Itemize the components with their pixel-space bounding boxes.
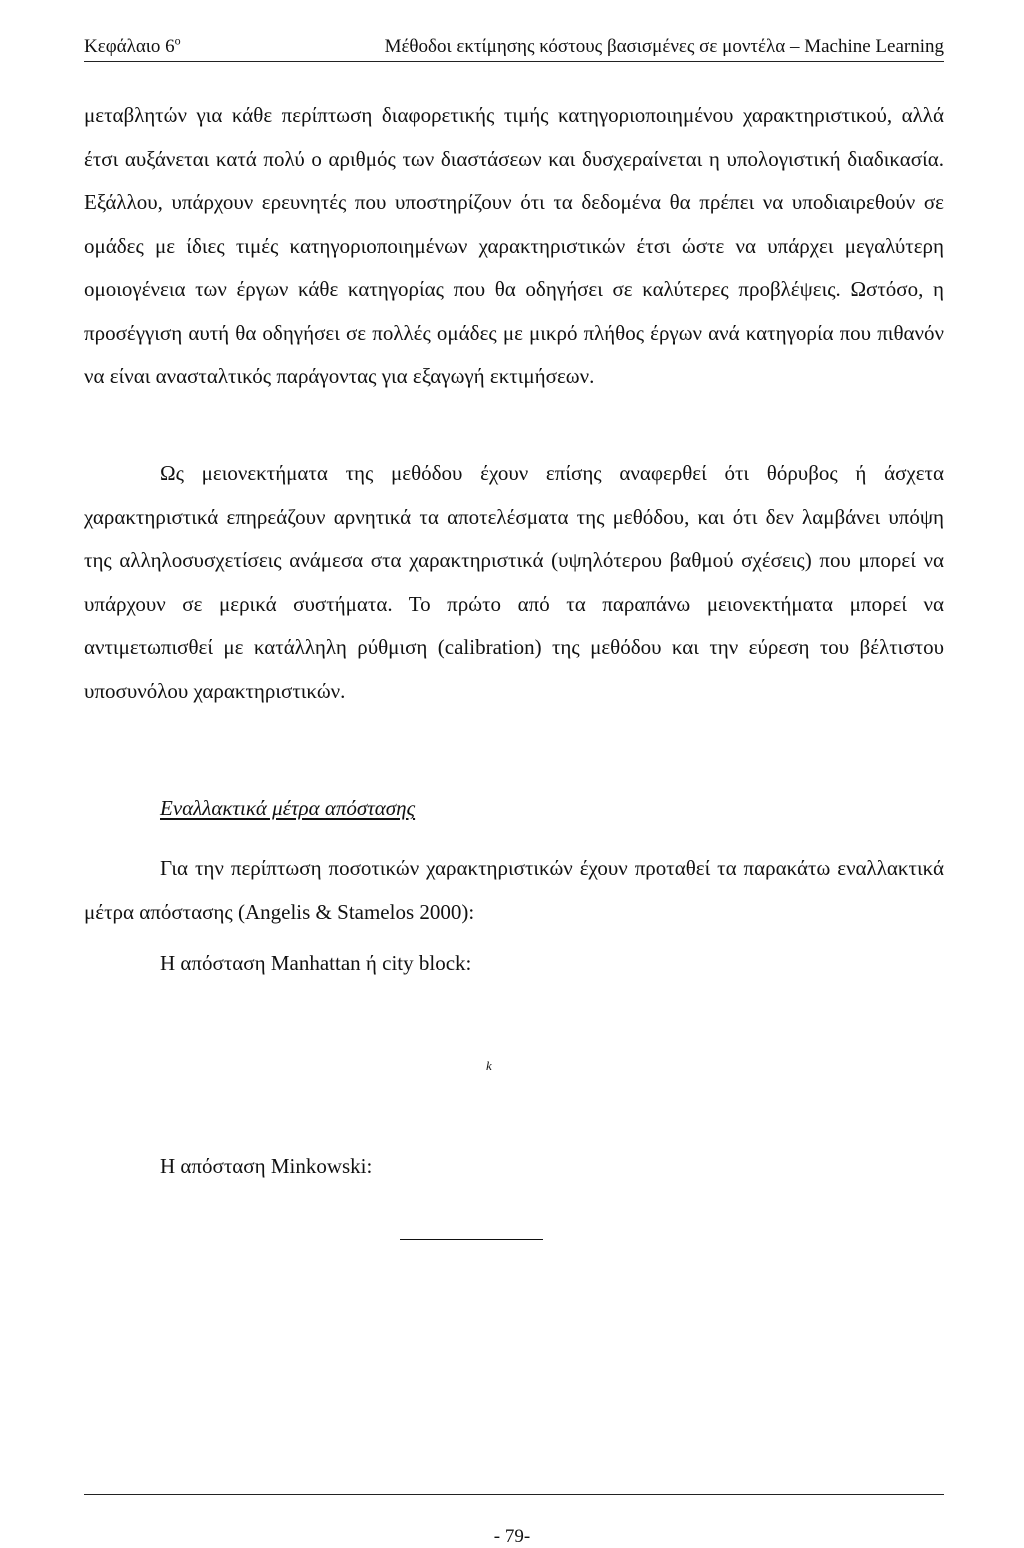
chapter-superscript: ο xyxy=(174,33,181,48)
manhattan-distance-label: Η απόσταση Manhattan ή city block: xyxy=(160,951,472,975)
formula-symbol: k xyxy=(486,1058,492,1073)
intro-paragraph: Για την περίπτωση ποσοτικών χαρακτηριστικών έχουν προταθεί τα παρακάτω εναλλακτικά μέτρα απόστασης (Angelis & Stamelos 2000): xyxy=(84,856,944,924)
paragraph-2: Ως μειονεκτήματα της μεθόδου έχουν επίσης αναφερθεί ότι θόρυβος ή άσχετα χαρακτηριστικά επηρεάζουν αρνητικά τα αποτελέσματα της μεθόδου, και ότι δεν λαμβάνει υπόψη της αλληλοσυσχετίσεις ανάμεσα στα χαρακτηριστικά (υψηλότερου βαθμού σχέσεις) που μπορεί να υπάρχουν σε μερικά συστήματα. Το πρώτο από τα παραπάνω μειονεκτήματα μπορεί να αντιμετωπισθεί με κατάλληλη ρύθμιση (calibration) της μεθόδου και την εύρεση του βέλτιστου υποσυνόλου χαρακτηριστικών. xyxy=(84,461,944,703)
paragraph-1: μεταβλητών για κάθε περίπτωση διαφορετικής τιμής κατηγοριοποιημένου χαρακτηριστικού, αλλά έτσι αυξάνεται κατά πολύ ο αριθμός των διαστάσεων και δυσχεραίνεται η υπολογιστική διαδικασία. Εξάλλου, υπάρχουν ερευνητές που υποστηρίζουν ότι τα δεδομένα θα πρέπει να υποδιαιρεθούν σε ομάδες με ίδιες τιμές κατηγοριοποιημένων χαρακτηριστικών έτσι ώστε να υπάρχει μεγαλύτερη ομοιογένεια των έργων κάθε κατηγορίας που θα οδηγήσει σε καλύτερες προβλέψεις. Ωστόσο, η προσέγγιση αυτή θα οδηγήσει σε πολλές ομάδες με μικρό πλήθος έργων ανά κατηγορία που πιθανόν να είναι ανασταλτικός παράγοντας για εξαγωγή εκτιμήσεων. xyxy=(84,103,944,388)
minkowski-distance-label: Η απόσταση Minkowski: xyxy=(160,1154,373,1178)
chapter-label: Κεφάλαιο $6^o$ xyxy=(84,33,181,57)
footer-rule xyxy=(84,1494,944,1495)
chapter-title: Μέθοδοι εκτίμησης κόστους βασισμένες σε μοντέλα – Machine Learning xyxy=(384,36,944,57)
page-header xyxy=(84,28,944,62)
page-number: - 79- xyxy=(493,1526,531,1547)
section-subheading: Εναλλακτικά μέτρα απόστασης xyxy=(160,796,416,820)
formula-fraction-line xyxy=(400,1239,543,1240)
